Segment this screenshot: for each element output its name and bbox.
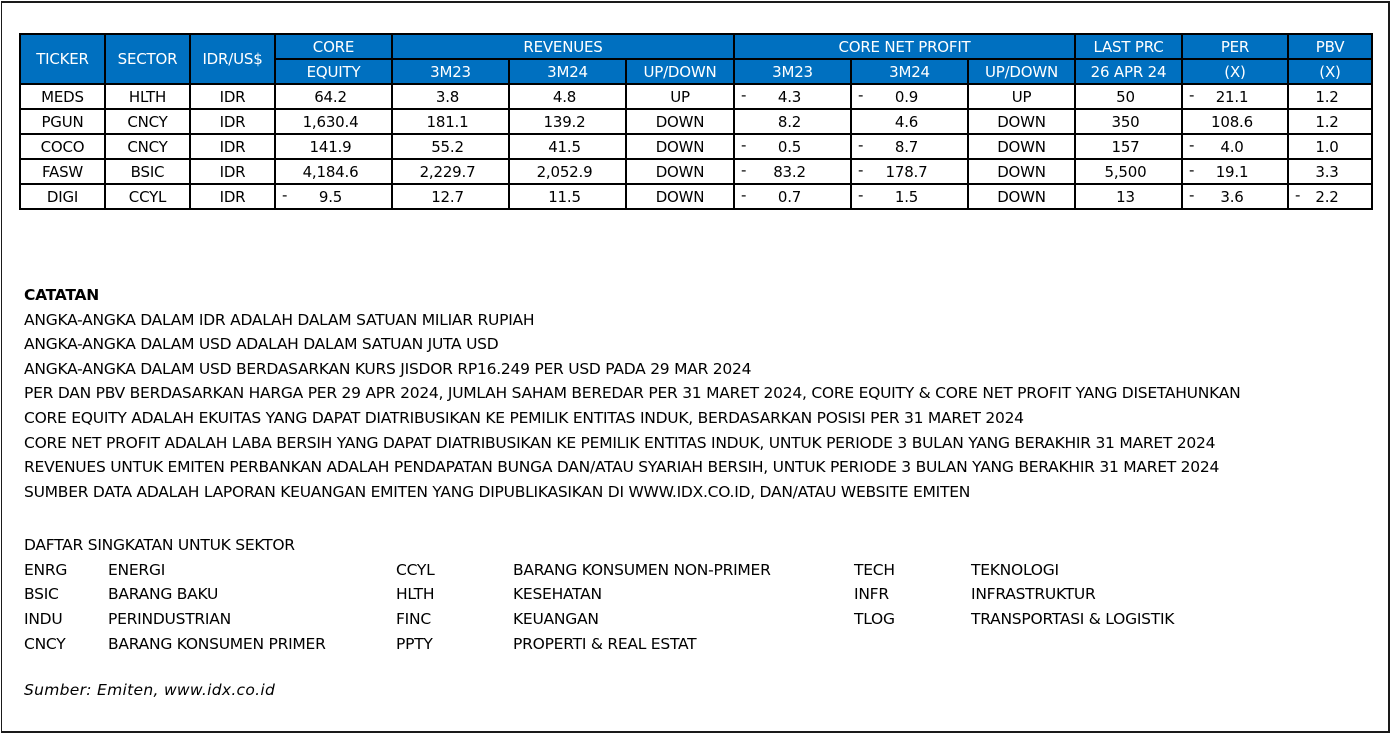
table-row [20,109,1372,134]
col-header-core-equity-bottom: EQUITY [275,59,392,84]
col-header-core-equity-top: CORE [275,34,392,59]
cell-ticker: PGUN [20,109,105,134]
cell-currency: IDR [190,184,275,209]
cell-value: 8.7 [894,137,919,156]
sector-name: BARANG KONSUMEN NON-PRIMER [513,560,771,579]
cell-pbv [1288,134,1372,159]
note-line: SUMBER DATA ADALAH LAPORAN KEUANGAN EMITEN YANG DIPUBLIKASIKAN DI WWW.IDX.CO.ID, DAN/ATAU WEBSITE EMITEN [24,482,971,501]
cell-rev-3m24: 2,052.9 [509,159,626,184]
cell-core-equity [275,184,392,209]
negative-sign: - [741,86,747,104]
cell-value: 1.2 [1315,87,1339,106]
cell-value: 4.0 [1220,137,1244,156]
cell-value: 0.7 [777,187,802,206]
cell-rev-3m24: 41.5 [509,134,626,159]
note-line: ANGKA-ANGKA DALAM IDR ADALAH DALAM SATUAN MILIAR RUPIAH [24,310,535,329]
cell-value: 3.3 [1315,162,1339,181]
sector-abbreviations [24,533,1324,656]
cell-cnp-3m24 [851,84,968,109]
sector-code: INDU [24,610,63,629]
negative-sign: - [282,186,288,204]
cell-rev-updown: UP [626,84,734,109]
cell-cnp-updown: DOWN [968,184,1075,209]
cell-ticker: COCO [20,134,105,159]
col-header-rev-updown: UP/DOWN [626,59,734,84]
col-group-core-net-profit: CORE NET PROFIT [734,34,1075,59]
cell-currency: IDR [190,159,275,184]
cell-value: 108.6 [1211,112,1253,131]
cell-rev-updown: DOWN [626,159,734,184]
col-group-revenues: REVENUES [392,34,734,59]
cell-per [1182,109,1288,134]
sector-code: TLOG [854,610,895,629]
sector-row [24,582,1324,607]
cell-rev-3m23: 3.8 [392,84,509,109]
financial-summary-table [19,33,1373,210]
cell-pbv [1288,109,1372,134]
col-header-cnp-3m23: 3M23 [734,59,851,84]
cell-per [1182,84,1288,109]
col-header-per: PER [1182,34,1288,59]
cell-per [1182,159,1288,184]
header-row-1 [20,34,1372,59]
cell-cnp-3m24 [851,109,968,134]
cell-core-equity [275,109,392,134]
negative-sign: - [858,186,864,204]
cell-last-prc: 13 [1075,184,1182,209]
sector-name: KEUANGAN [513,610,599,629]
cell-cnp-3m23 [734,109,851,134]
cell-rev-3m24: 11.5 [509,184,626,209]
cell-value: 0.9 [894,87,919,106]
cell-cnp-updown: DOWN [968,159,1075,184]
cell-rev-3m23: 2,229.7 [392,159,509,184]
cell-value: 21.1 [1215,87,1249,106]
sector-name: INFRASTRUKTUR [971,585,1096,604]
sector-code: ENRG [24,560,68,579]
cell-ticker: FASW [20,159,105,184]
cell-cnp-3m24 [851,159,968,184]
cell-pbv [1288,184,1372,209]
col-header-pbv-unit: (X) [1288,59,1372,84]
cell-value: 64.2 [314,87,347,106]
sector-row [24,607,1324,632]
sector-name: TRANSPORTASI & LOGISTIK [971,610,1175,629]
sector-name: ENERGI [108,560,166,579]
negative-sign: - [741,186,747,204]
sector-code: PPTY [396,634,433,653]
cell-last-prc: 157 [1075,134,1182,159]
cell-ticker: MEDS [20,84,105,109]
note-line: PER DAN PBV BERDASARKAN HARGA PER 29 APR 2024, JUMLAH SAHAM BEREDAR PER 31 MARET 2024, CORE EQUITY & CORE NET PROFIT YANG DISETAHUNKAN [24,384,1241,403]
cell-value: 1.0 [1315,137,1339,156]
table-row [20,159,1372,184]
cell-core-equity [275,84,392,109]
cell-value: 8.2 [777,112,802,131]
cell-sector: BSIC [105,159,190,184]
cell-rev-3m24: 4.8 [509,84,626,109]
negative-sign: - [858,161,864,179]
note-line: REVENUES UNTUK EMITEN PERBANKAN ADALAH PENDAPATAN BUNGA DAN/ATAU SYARIAH BERSIH, UNTUK PERIODE 3 BULAN YANG BERAKHIR 31 MARET 2024 [24,458,1220,477]
notes-section [24,283,1240,504]
cell-currency: IDR [190,84,275,109]
cell-pbv [1288,159,1372,184]
notes-title: CATATAN [24,286,99,304]
sector-code: FINC [396,610,431,629]
note-line: CORE EQUITY ADALAH EKUITAS YANG DAPAT DIATRIBUSIKAN KE PEMILIK ENTITAS INDUK, BERDASARKAN POSISI PER 31 MARET 2024 [24,408,1024,427]
cell-cnp-3m23 [734,184,851,209]
cell-core-equity [275,134,392,159]
negative-sign: - [858,136,864,154]
cell-cnp-3m24 [851,134,968,159]
negative-sign: - [1189,86,1195,104]
sector-code: BSIC [24,585,59,604]
cell-cnp-3m23 [734,134,851,159]
sector-list-title: DAFTAR SINGKATAN UNTUK SEKTOR [24,536,295,554]
cell-value: 0.5 [777,137,802,156]
col-header-per-unit: (X) [1182,59,1288,84]
cell-value: 3.6 [1220,187,1244,206]
cell-value: 4.3 [777,87,802,106]
cell-cnp-updown: DOWN [968,109,1075,134]
negative-sign: - [1189,186,1195,204]
col-header-rev-3m24: 3M24 [509,59,626,84]
cell-cnp-3m23 [734,159,851,184]
sector-code: INFR [854,585,889,604]
cell-sector: CNCY [105,109,190,134]
negative-sign: - [1189,136,1195,154]
sector-code: TECH [854,560,895,579]
cell-last-prc: 350 [1075,109,1182,134]
col-header-ticker: TICKER [20,34,105,84]
sector-code: CNCY [24,634,66,653]
cell-last-prc: 5,500 [1075,159,1182,184]
sector-name: PROPERTI & REAL ESTAT [513,634,697,653]
cell-rev-updown: DOWN [626,134,734,159]
cell-value: 83.2 [773,162,806,181]
cell-sector: CCYL [105,184,190,209]
col-header-pbv: PBV [1288,34,1372,59]
cell-pbv [1288,84,1372,109]
source-citation: Sumber: Emiten, www.idx.co.id [24,681,276,699]
note-line: ANGKA-ANGKA DALAM USD BERDASARKAN KURS JISDOR RP16.249 PER USD PADA 29 MAR 2024 [24,359,752,378]
col-header-sector: SECTOR [105,34,190,84]
cell-cnp-3m24 [851,184,968,209]
cell-rev-3m23: 55.2 [392,134,509,159]
sector-row [24,558,1324,583]
note-line: CORE NET PROFIT ADALAH LABA BERSIH YANG DAPAT DIATRIBUSIKAN KE PEMILIK ENTITAS INDUK, UNTUK PERIODE 3 BULAN YANG BERAKHIR 31 MARET 2024 [24,433,1216,452]
cell-value: 19.1 [1215,162,1249,181]
cell-rev-updown: DOWN [626,109,734,134]
cell-per [1182,184,1288,209]
cell-rev-3m23: 181.1 [392,109,509,134]
cell-currency: IDR [190,109,275,134]
cell-value: 4.6 [894,112,919,131]
cell-value: 141.9 [309,137,352,156]
cell-value: 2.2 [1315,187,1339,206]
cell-sector: HLTH [105,84,190,109]
col-header-cnp-3m24: 3M24 [851,59,968,84]
cell-core-equity [275,159,392,184]
negative-sign: - [741,161,747,179]
cell-value: 1,630.4 [302,112,359,131]
cell-last-prc: 50 [1075,84,1182,109]
table-row [20,134,1372,159]
cell-currency: IDR [190,134,275,159]
sector-name: PERINDUSTRIAN [108,610,231,629]
sector-code: CCYL [396,560,435,579]
negative-sign: - [1189,161,1195,179]
cell-per [1182,134,1288,159]
cell-value: 1.2 [1315,112,1339,131]
cell-cnp-updown: UP [968,84,1075,109]
col-header-last-prc-date: 26 APR 24 [1075,59,1182,84]
cell-rev-3m24: 139.2 [509,109,626,134]
cell-value: 4,184.6 [302,162,359,181]
note-line: ANGKA-ANGKA DALAM USD ADALAH DALAM SATUAN JUTA USD [24,335,499,354]
col-header-currency: IDR/US$ [190,34,275,84]
sector-row [24,632,1324,657]
cell-sector: CNCY [105,134,190,159]
negative-sign: - [741,136,747,154]
sector-name: TEKNOLOGI [971,560,1059,579]
cell-cnp-3m23 [734,84,851,109]
cell-rev-3m23: 12.7 [392,184,509,209]
sector-name: KESEHATAN [513,585,602,604]
table-row [20,84,1372,109]
col-header-rev-3m23: 3M23 [392,59,509,84]
table-row [20,184,1372,209]
col-header-cnp-updown: UP/DOWN [968,59,1075,84]
sector-code: HLTH [396,585,435,604]
cell-cnp-updown: DOWN [968,134,1075,159]
cell-value: 178.7 [885,162,928,181]
sector-name: BARANG BAKU [108,585,219,604]
negative-sign: - [858,86,864,104]
cell-ticker: DIGI [20,184,105,209]
cell-rev-updown: DOWN [626,184,734,209]
cell-value: 9.5 [318,187,343,206]
cell-value: 1.5 [894,187,919,206]
col-header-last-prc: LAST PRC [1075,34,1182,59]
sector-name: BARANG KONSUMEN PRIMER [108,634,326,653]
negative-sign: - [1295,186,1301,204]
